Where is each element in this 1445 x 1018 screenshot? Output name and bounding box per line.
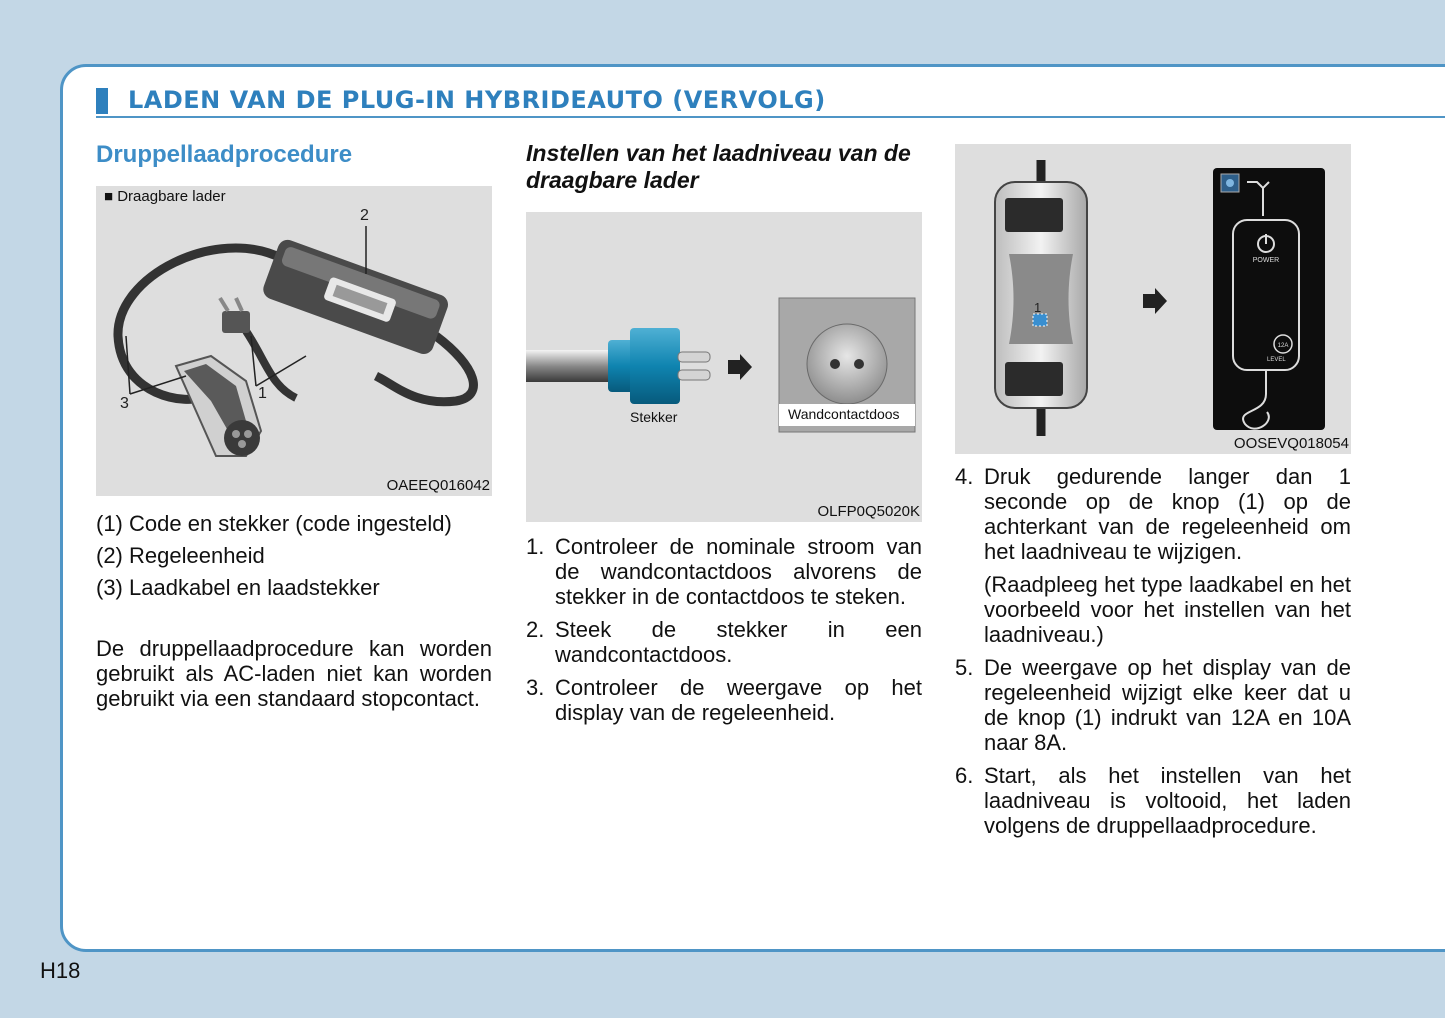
column-middle [526,140,922,733]
figure-caption: ■ Draagbare lader [104,188,226,205]
list-item: (1) Code en stekker (code ingesteld) [96,511,452,536]
steps-list [526,534,922,725]
page-title: LADEN VAN DE PLUG-IN HYBRIDEAUTO (VERVOLG) [128,86,826,114]
section-title: Druppellaadprocedure [96,141,353,168]
section-header [96,86,1445,118]
figure-code: OAEEQ016042 [386,477,490,494]
list-item: (3) Laadkabel en laadstekker [96,575,380,600]
steps-list [955,464,1351,564]
list-item: 3. Controleer de weergave op het display van de regeleenheid. [526,675,922,725]
list-item: 1. Controleer de nominale stroom van de wandcontactdoos alvorens de stekker in de contactdoos te steken. [526,534,922,609]
callout-2: 2 [360,207,369,224]
callout-1: 1 [1034,300,1042,315]
portable-charger-figure [96,186,492,496]
list-item: 2. Steek de stekker in een wandcontactdoos. [526,617,922,667]
description-paragraph: De druppellaadprocedure kan worden gebruikt als AC-laden niet kan worden gebruikt via een standaard stopcontact. [96,636,492,711]
callout-3: 3 [120,395,129,412]
steps-list [955,655,1351,838]
column-left [96,140,492,733]
power-label: POWER [1252,257,1280,264]
subsection-title: Instellen van het laadniveau van de draagbare lader [526,140,911,193]
plug-socket-illustration [526,212,922,522]
column-right [955,144,1351,846]
callout-1: 1 [258,385,267,402]
control-unit-figure [955,144,1351,454]
plug-socket-figure [526,212,922,522]
note-paragraph: (Raadpleeg het type laadkabel en het voorbeeld voor het instellen van het laadniveau.) [984,572,1351,647]
page-number: H18 [40,958,81,983]
list-item: (2) Regeleenheid [96,543,265,568]
header-accent-bar [96,88,108,114]
list-item: 4. Druk gedurende langer dan 1 seconde op de knop (1) op de achterkant van de regeleenheid om het laadniveau te wijzigen. [955,464,1351,564]
figure-code: OLFP0Q5020K [817,503,920,520]
list-item: 5. De weergave op het display van de regeleenheid wijzigt elke keer dat u de knop (1) indrukt van 12A en 10A naar 8A. [955,655,1351,755]
component-list [96,508,492,604]
portable-charger-illustration [96,186,492,496]
control-unit-illustration [955,144,1351,454]
level-label: LEVEL [1267,357,1286,363]
socket-label: Wandcontactdoos [788,406,900,422]
plug-label: Stekker [630,409,678,425]
list-item: 6. Start, als het instellen van het laadniveau is voltooid, het laden volgens de druppellaadprocedure. [955,763,1351,838]
figure-code: OOSEVQ018054 [1233,435,1349,452]
level-value: 12A [1277,343,1289,349]
